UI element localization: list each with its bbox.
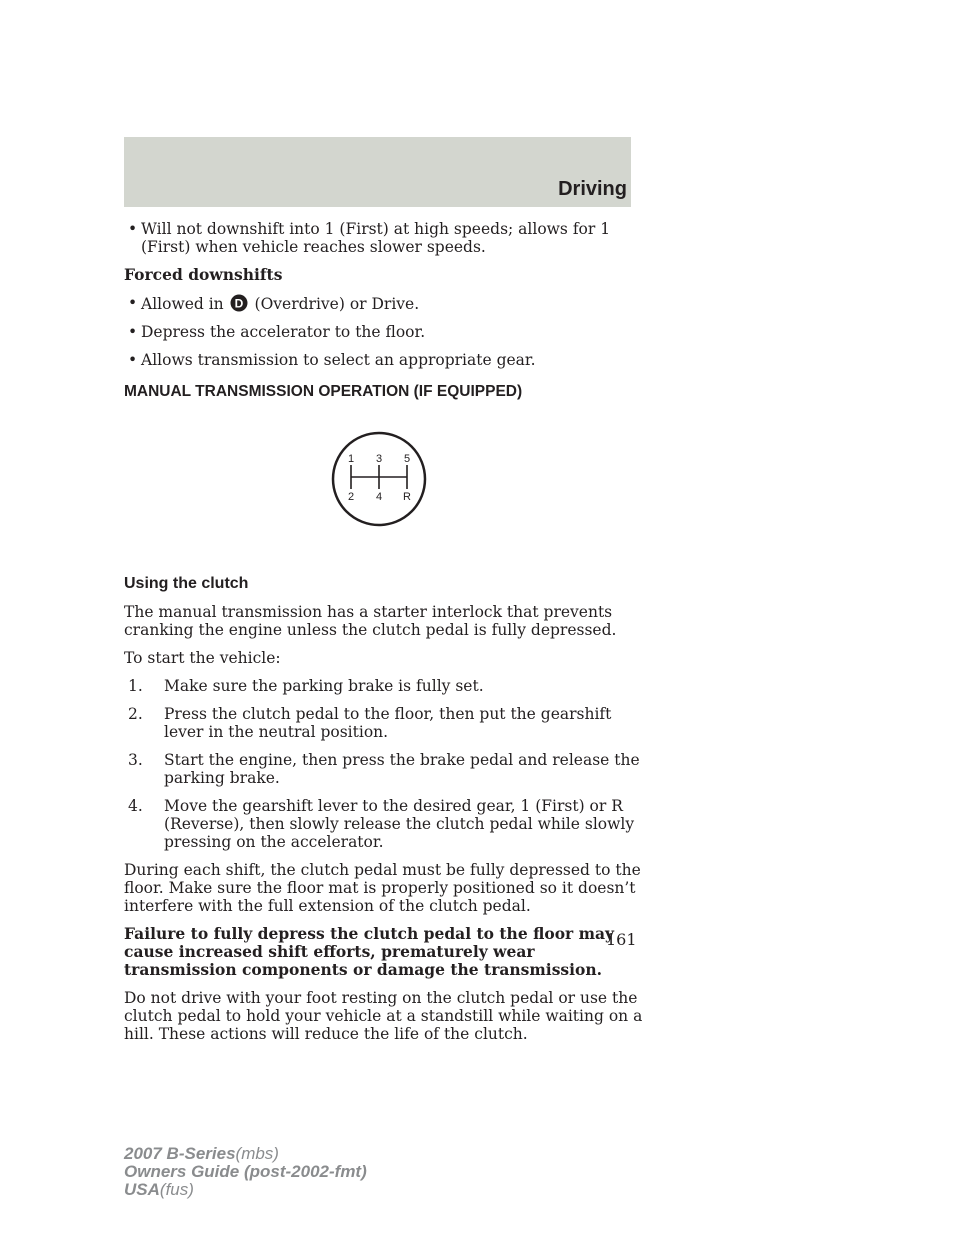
bullet-text: Allows transmission to select an appropriate gear. xyxy=(141,351,536,369)
step-text: Make sure the parking brake is fully set. xyxy=(164,677,484,695)
foot-resting-paragraph: Do not drive with your foot resting on the clutch pedal or use the clutch pedal to hold your vehicle at a standstill while waiting on a hill. These actions will reduce the life of the clutch. xyxy=(124,989,643,1043)
clutch-intro: The manual transmission has a starter interlock that prevents cranking the engine unless the clutch pedal is fully depressed. xyxy=(124,603,617,639)
step-item xyxy=(124,797,644,851)
svg-text:D: D xyxy=(234,296,243,311)
step-text: Press the clutch pedal to the floor, then put the gearshift lever in the neutral position. xyxy=(164,705,612,741)
bullet-text-post: (Overdrive) or Drive. xyxy=(254,295,420,313)
gear-label: 2 xyxy=(347,491,355,503)
bullet-text-pre: Allowed in xyxy=(141,295,224,313)
bullet-item xyxy=(124,220,644,256)
footer-model-code: (mbs) xyxy=(235,1144,279,1163)
bullet-dot: • xyxy=(128,220,138,238)
gear-label: 5 xyxy=(403,453,411,465)
bullet-item xyxy=(124,351,644,369)
gearshift-knob-icon xyxy=(329,429,429,529)
footer-guide: Owners Guide (post-2002-fmt) xyxy=(124,1162,367,1181)
step-number: 4. xyxy=(128,797,143,815)
step-text: Start the engine, then press the brake pedal and release the parking brake. xyxy=(164,751,640,787)
bullet-dot: • xyxy=(128,294,138,312)
bullet-item xyxy=(124,323,644,341)
forced-downshifts-heading: Forced downshifts xyxy=(124,265,283,284)
section-title: Driving xyxy=(558,178,627,200)
gear-label: 3 xyxy=(375,453,383,465)
footer-model: 2007 B-Series xyxy=(124,1144,236,1163)
footer-market: USA xyxy=(124,1180,160,1199)
bullet-item xyxy=(124,294,644,313)
step-number: 1. xyxy=(128,677,143,695)
footer xyxy=(124,1145,367,1199)
footer-market-code: (fus) xyxy=(159,1180,194,1199)
gear-label: R xyxy=(403,491,411,503)
gear-label: 1 xyxy=(347,453,355,465)
bullet-dot: • xyxy=(128,323,138,341)
header-band xyxy=(124,137,631,207)
bullet-dot: • xyxy=(128,351,138,369)
using-clutch-heading: Using the clutch xyxy=(124,575,249,592)
each-shift-paragraph: During each shift, the clutch pedal must be fully depressed to the floor. Make sure the floor mat is properly positioned so it doesn’t interfere with the full extension of the clutch pedal. xyxy=(124,861,641,915)
page-body xyxy=(124,220,644,1053)
step-text: Move the gearshift lever to the desired gear, 1 (First) or R (Reverse), then slowly release the clutch pedal while slowly pressing on the accelerator. xyxy=(164,797,635,851)
step-number: 2. xyxy=(128,705,143,723)
step-number: 3. xyxy=(128,751,143,769)
step-item xyxy=(124,751,644,787)
gear-label: 4 xyxy=(375,491,383,503)
start-label: To start the vehicle: xyxy=(124,649,281,667)
step-item xyxy=(124,705,644,741)
manual-transmission-heading: MANUAL TRANSMISSION OPERATION (IF EQUIPPED) xyxy=(124,383,523,400)
bullet-text: Depress the accelerator to the floor. xyxy=(141,323,426,341)
overdrive-icon xyxy=(230,294,248,312)
warning-paragraph: Failure to fully depress the clutch pedal to the floor may cause increased shift efforts, prematurely wear transmission components or damage the transmission. xyxy=(124,924,615,979)
shift-pattern-diagram xyxy=(124,411,644,561)
bullet-text: Will not downshift into 1 (First) at high speeds; allows for 1 (First) when vehicle reaches slower speeds. xyxy=(141,220,611,256)
step-item xyxy=(124,677,644,695)
page-number: 161 xyxy=(606,930,637,949)
